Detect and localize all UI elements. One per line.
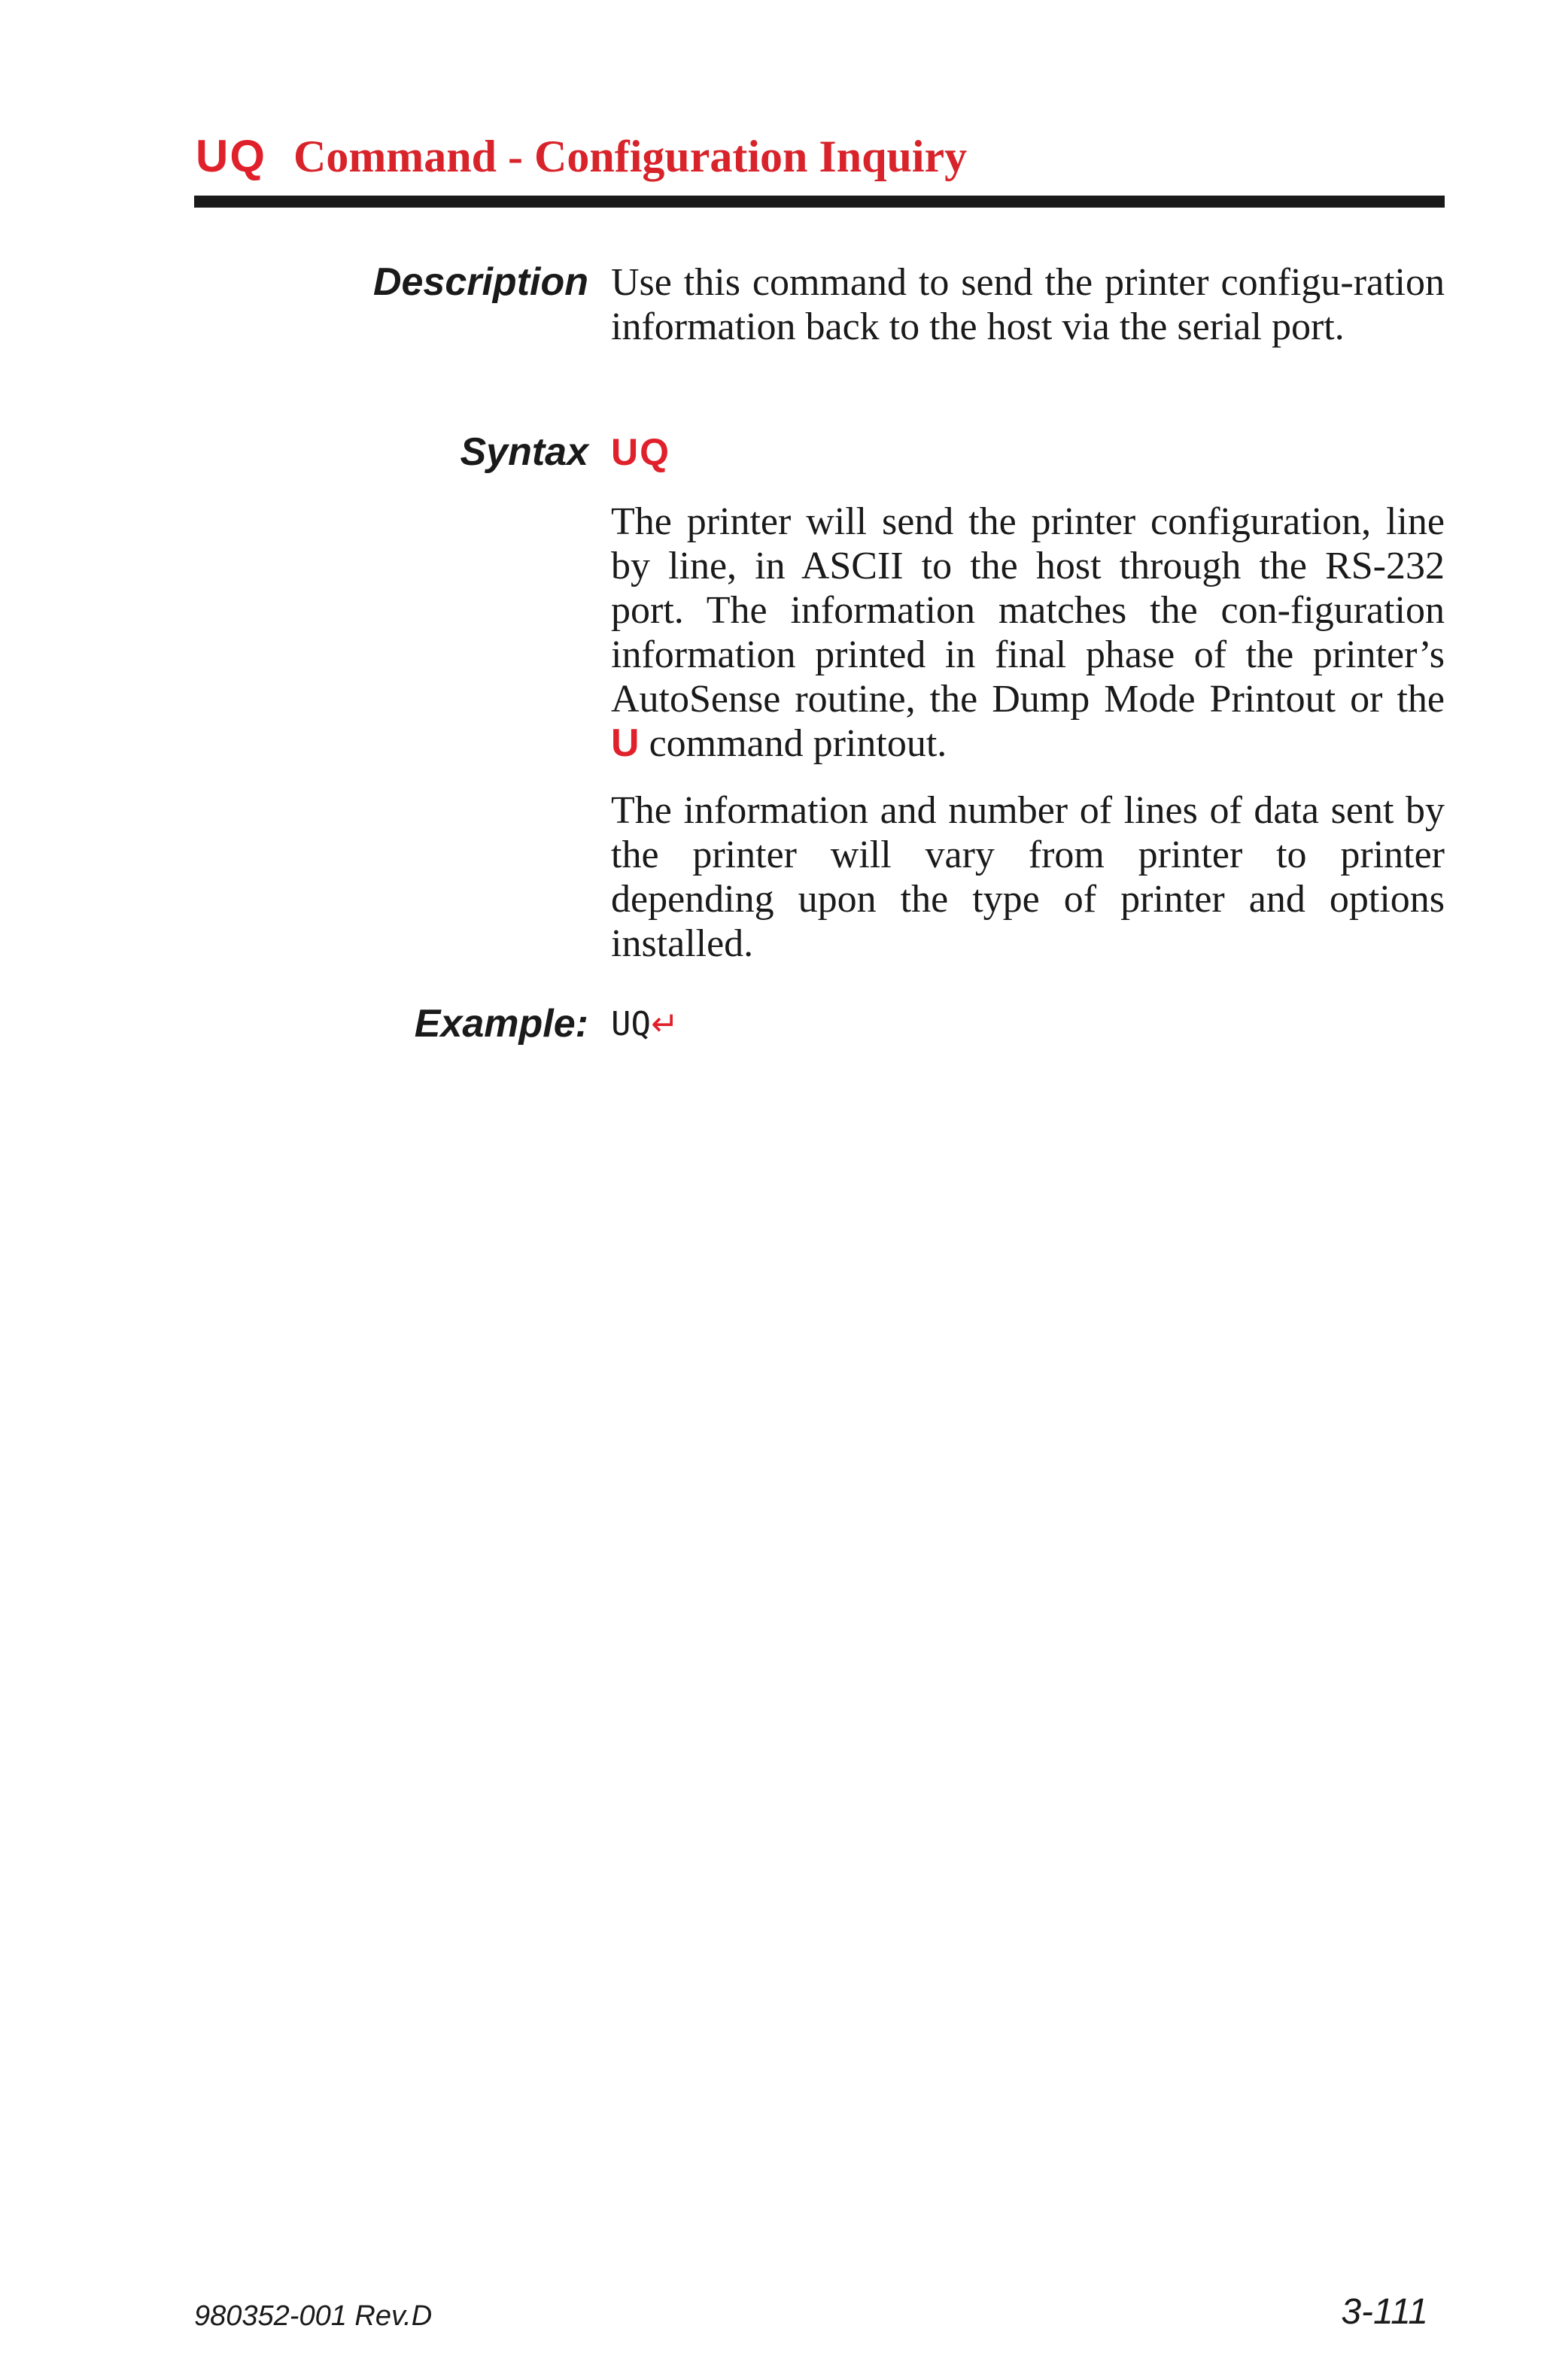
example-label: Example:	[414, 1002, 588, 1046]
enter-icon: ↵	[650, 1005, 679, 1043]
syntax-paragraph-2-text: The information and number of lines of data sent by the printer will vary from printer to printer depending upon the type of printer and options installed.	[611, 789, 1445, 965]
syntax-paragraph-1-after: command printout.	[649, 722, 947, 765]
example-code-text: UQ	[611, 1005, 651, 1043]
page-heading	[196, 131, 968, 181]
footer-page-number: 3-111	[1341, 2292, 1428, 2332]
heading-command: UQ	[196, 131, 266, 181]
heading-rule	[194, 196, 1445, 208]
example-code	[611, 1002, 679, 1046]
heading-title: Command - Configuration Inquiry	[293, 132, 968, 181]
description-label: Description	[372, 260, 588, 304]
syntax-command: UQ	[611, 431, 670, 473]
description-text: Use this command to send the printer configu-ration information back to the host via the serial port.	[611, 261, 1445, 348]
footer-doc-number: 980352-001 Rev.D	[194, 2300, 433, 2332]
syntax-label: Syntax	[460, 430, 588, 474]
inline-command-u: U	[611, 721, 640, 765]
syntax-paragraph-1-text	[611, 499, 1445, 766]
syntax-paragraph-1-before: The printer will send the printer configuration, line by line, in ASCII to the host through the RS-232 port. The information matches the con-figuration information printed in final phase of the printer’s AutoSense routine, the Dump Mode Printout or the	[611, 500, 1445, 721]
